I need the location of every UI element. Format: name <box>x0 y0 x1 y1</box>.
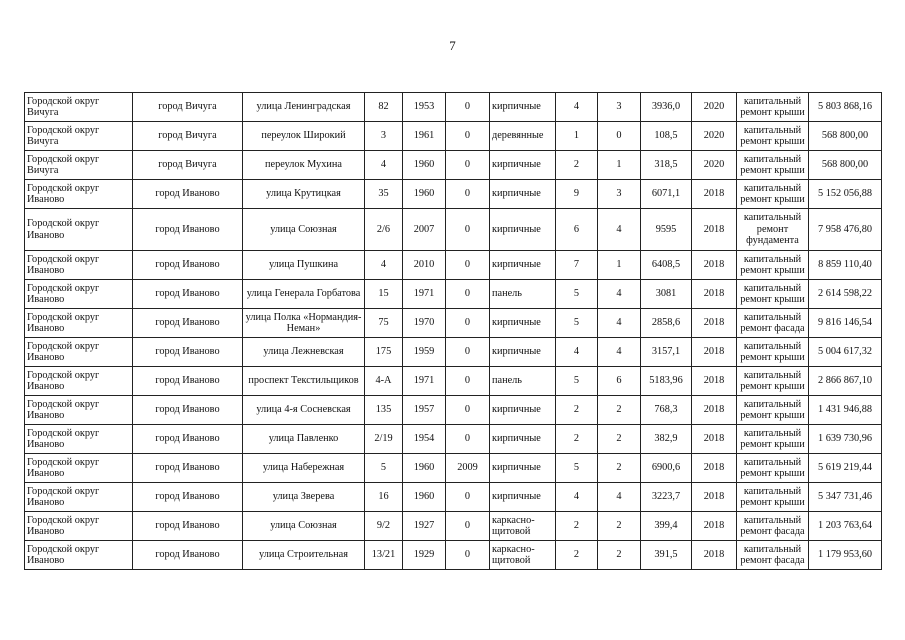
entrances-cell: 4 <box>598 483 641 512</box>
street-cell: переулок Широкий <box>243 122 365 151</box>
total-area-cell: 399,4 <box>641 512 692 541</box>
house-number-cell: 16 <box>365 483 403 512</box>
work-type-cell: капитальный ремонт крыши <box>737 396 809 425</box>
entrances-cell: 2 <box>598 425 641 454</box>
floors-cell: 2 <box>556 512 598 541</box>
wall-material-cell: панель <box>490 280 556 309</box>
total-area-cell: 768,3 <box>641 396 692 425</box>
table-row <box>25 396 882 425</box>
settlement-cell: город Вичуга <box>133 122 243 151</box>
total-area-cell: 3081 <box>641 280 692 309</box>
wall-material-cell: кирпичные <box>490 425 556 454</box>
house-number-cell: 175 <box>365 338 403 367</box>
municipality-cell: Городской округ Иваново <box>25 209 133 251</box>
street-cell: улица Пушкина <box>243 251 365 280</box>
house-number-cell: 4-А <box>365 367 403 396</box>
settlement-cell: город Иваново <box>133 512 243 541</box>
reconstruction-year-cell: 0 <box>446 280 490 309</box>
street-cell: переулок Мухина <box>243 151 365 180</box>
total-area-cell: 391,5 <box>641 541 692 570</box>
work-type-cell: капитальный ремонт крыши <box>737 151 809 180</box>
plan-year-cell: 2020 <box>692 151 737 180</box>
plan-year-cell: 2018 <box>692 280 737 309</box>
plan-year-cell: 2018 <box>692 367 737 396</box>
plan-year-cell: 2018 <box>692 251 737 280</box>
settlement-cell: город Иваново <box>133 541 243 570</box>
cost-cell: 1 431 946,88 <box>809 396 882 425</box>
plan-year-cell: 2018 <box>692 541 737 570</box>
floors-cell: 5 <box>556 280 598 309</box>
build-year-cell: 1957 <box>403 396 446 425</box>
street-cell: проспект Текстильщиков <box>243 367 365 396</box>
reconstruction-year-cell: 0 <box>446 483 490 512</box>
street-cell: улица Генерала Горбатова <box>243 280 365 309</box>
total-area-cell: 6900,6 <box>641 454 692 483</box>
wall-material-cell: кирпичные <box>490 251 556 280</box>
table-row <box>25 338 882 367</box>
work-type-cell: капитальный ремонт крыши <box>737 251 809 280</box>
cost-cell: 1 203 763,64 <box>809 512 882 541</box>
plan-year-cell: 2018 <box>692 309 737 338</box>
housing-repair-table <box>24 92 882 570</box>
cost-cell: 2 866 867,10 <box>809 367 882 396</box>
floors-cell: 1 <box>556 122 598 151</box>
wall-material-cell: каркасно-щитовой <box>490 512 556 541</box>
settlement-cell: город Иваново <box>133 309 243 338</box>
settlement-cell: город Иваново <box>133 396 243 425</box>
house-number-cell: 4 <box>365 251 403 280</box>
reconstruction-year-cell: 0 <box>446 367 490 396</box>
total-area-cell: 3936,0 <box>641 93 692 122</box>
house-number-cell: 2/19 <box>365 425 403 454</box>
municipality-cell: Городской округ Иваново <box>25 367 133 396</box>
table-row <box>25 425 882 454</box>
build-year-cell: 1929 <box>403 541 446 570</box>
municipality-cell: Городской округ Вичуга <box>25 93 133 122</box>
work-type-cell: капитальный ремонт крыши <box>737 367 809 396</box>
page-number: 7 <box>449 38 456 53</box>
municipality-cell: Городской округ Иваново <box>25 251 133 280</box>
entrances-cell: 3 <box>598 93 641 122</box>
municipality-cell: Городской округ Иваново <box>25 309 133 338</box>
entrances-cell: 6 <box>598 367 641 396</box>
street-cell: улица Зверева <box>243 483 365 512</box>
entrances-cell: 4 <box>598 209 641 251</box>
total-area-cell: 6071,1 <box>641 180 692 209</box>
reconstruction-year-cell: 0 <box>446 93 490 122</box>
house-number-cell: 4 <box>365 151 403 180</box>
street-cell: улица Павленко <box>243 425 365 454</box>
floors-cell: 6 <box>556 209 598 251</box>
entrances-cell: 4 <box>598 309 641 338</box>
floors-cell: 4 <box>556 338 598 367</box>
reconstruction-year-cell: 0 <box>446 209 490 251</box>
reconstruction-year-cell: 0 <box>446 338 490 367</box>
house-number-cell: 135 <box>365 396 403 425</box>
table-row <box>25 122 882 151</box>
wall-material-cell: каркасно-щитовой <box>490 541 556 570</box>
table-row <box>25 367 882 396</box>
entrances-cell: 2 <box>598 454 641 483</box>
build-year-cell: 1954 <box>403 425 446 454</box>
reconstruction-year-cell: 0 <box>446 425 490 454</box>
reconstruction-year-cell: 0 <box>446 309 490 338</box>
entrances-cell: 1 <box>598 251 641 280</box>
reconstruction-year-cell: 0 <box>446 396 490 425</box>
work-type-cell: капитальный ремонт фундамента <box>737 209 809 251</box>
plan-year-cell: 2018 <box>692 180 737 209</box>
floors-cell: 5 <box>556 367 598 396</box>
house-number-cell: 15 <box>365 280 403 309</box>
house-number-cell: 2/6 <box>365 209 403 251</box>
floors-cell: 2 <box>556 151 598 180</box>
street-cell: улица Набережная <box>243 454 365 483</box>
table-row <box>25 151 882 180</box>
cost-cell: 568 800,00 <box>809 151 882 180</box>
plan-year-cell: 2018 <box>692 512 737 541</box>
settlement-cell: город Вичуга <box>133 151 243 180</box>
wall-material-cell: кирпичные <box>490 93 556 122</box>
entrances-cell: 2 <box>598 541 641 570</box>
municipality-cell: Городской округ Иваново <box>25 280 133 309</box>
wall-material-cell: кирпичные <box>490 483 556 512</box>
settlement-cell: город Иваново <box>133 251 243 280</box>
floors-cell: 4 <box>556 483 598 512</box>
wall-material-cell: кирпичные <box>490 309 556 338</box>
house-number-cell: 75 <box>365 309 403 338</box>
table-row <box>25 251 882 280</box>
work-type-cell: капитальный ремонт крыши <box>737 93 809 122</box>
floors-cell: 5 <box>556 309 598 338</box>
municipality-cell: Городской округ Иваново <box>25 512 133 541</box>
settlement-cell: город Вичуга <box>133 93 243 122</box>
plan-year-cell: 2018 <box>692 483 737 512</box>
house-number-cell: 3 <box>365 122 403 151</box>
settlement-cell: город Иваново <box>133 483 243 512</box>
floors-cell: 7 <box>556 251 598 280</box>
floors-cell: 2 <box>556 541 598 570</box>
work-type-cell: капитальный ремонт крыши <box>737 180 809 209</box>
entrances-cell: 4 <box>598 338 641 367</box>
municipality-cell: Городской округ Иваново <box>25 454 133 483</box>
street-cell: улица Союзная <box>243 209 365 251</box>
floors-cell: 2 <box>556 396 598 425</box>
entrances-cell: 2 <box>598 396 641 425</box>
cost-cell: 8 859 110,40 <box>809 251 882 280</box>
house-number-cell: 9/2 <box>365 512 403 541</box>
municipality-cell: Городской округ Иваново <box>25 338 133 367</box>
work-type-cell: капитальный ремонт крыши <box>737 425 809 454</box>
wall-material-cell: кирпичные <box>490 151 556 180</box>
house-number-cell: 82 <box>365 93 403 122</box>
wall-material-cell: кирпичные <box>490 454 556 483</box>
build-year-cell: 1959 <box>403 338 446 367</box>
house-number-cell: 13/21 <box>365 541 403 570</box>
total-area-cell: 318,5 <box>641 151 692 180</box>
street-cell: улица Лежневская <box>243 338 365 367</box>
table-row <box>25 512 882 541</box>
house-number-cell: 5 <box>365 454 403 483</box>
work-type-cell: капитальный ремонт крыши <box>737 280 809 309</box>
settlement-cell: город Иваново <box>133 425 243 454</box>
build-year-cell: 1970 <box>403 309 446 338</box>
entrances-cell: 3 <box>598 180 641 209</box>
street-cell: улица Ленинградская <box>243 93 365 122</box>
build-year-cell: 1953 <box>403 93 446 122</box>
municipality-cell: Городской округ Вичуга <box>25 151 133 180</box>
total-area-cell: 108,5 <box>641 122 692 151</box>
cost-cell: 568 800,00 <box>809 122 882 151</box>
total-area-cell: 9595 <box>641 209 692 251</box>
total-area-cell: 3157,1 <box>641 338 692 367</box>
build-year-cell: 1960 <box>403 151 446 180</box>
total-area-cell: 6408,5 <box>641 251 692 280</box>
plan-year-cell: 2018 <box>692 454 737 483</box>
entrances-cell: 0 <box>598 122 641 151</box>
work-type-cell: капитальный ремонт фасада <box>737 309 809 338</box>
cost-cell: 9 816 146,54 <box>809 309 882 338</box>
floors-cell: 9 <box>556 180 598 209</box>
build-year-cell: 1960 <box>403 180 446 209</box>
work-type-cell: капитальный ремонт фасада <box>737 512 809 541</box>
wall-material-cell: панель <box>490 367 556 396</box>
plan-year-cell: 2020 <box>692 122 737 151</box>
entrances-cell: 2 <box>598 512 641 541</box>
entrances-cell: 4 <box>598 280 641 309</box>
build-year-cell: 1927 <box>403 512 446 541</box>
reconstruction-year-cell: 0 <box>446 512 490 541</box>
municipality-cell: Городской округ Иваново <box>25 483 133 512</box>
table-row <box>25 280 882 309</box>
settlement-cell: город Иваново <box>133 280 243 309</box>
cost-cell: 5 152 056,88 <box>809 180 882 209</box>
street-cell: улица 4-я Сосневская <box>243 396 365 425</box>
work-type-cell: капитальный ремонт фасада <box>737 541 809 570</box>
municipality-cell: Городской округ Иваново <box>25 541 133 570</box>
floors-cell: 5 <box>556 454 598 483</box>
street-cell: улица Строительная <box>243 541 365 570</box>
cost-cell: 5 619 219,44 <box>809 454 882 483</box>
settlement-cell: город Иваново <box>133 180 243 209</box>
cost-cell: 5 004 617,32 <box>809 338 882 367</box>
settlement-cell: город Иваново <box>133 338 243 367</box>
street-cell: улица Крутицкая <box>243 180 365 209</box>
build-year-cell: 2010 <box>403 251 446 280</box>
plan-year-cell: 2018 <box>692 338 737 367</box>
cost-cell: 1 639 730,96 <box>809 425 882 454</box>
wall-material-cell: кирпичные <box>490 396 556 425</box>
table-row <box>25 309 882 338</box>
total-area-cell: 3223,7 <box>641 483 692 512</box>
build-year-cell: 1961 <box>403 122 446 151</box>
table-row <box>25 483 882 512</box>
municipality-cell: Городской округ Иваново <box>25 180 133 209</box>
total-area-cell: 2858,6 <box>641 309 692 338</box>
wall-material-cell: деревянные <box>490 122 556 151</box>
municipality-cell: Городской округ Вичуга <box>25 122 133 151</box>
build-year-cell: 1960 <box>403 454 446 483</box>
entrances-cell: 1 <box>598 151 641 180</box>
total-area-cell: 382,9 <box>641 425 692 454</box>
table-row <box>25 209 882 251</box>
cost-cell: 5 803 868,16 <box>809 93 882 122</box>
work-type-cell: капитальный ремонт крыши <box>737 122 809 151</box>
table-row <box>25 180 882 209</box>
plan-year-cell: 2018 <box>692 425 737 454</box>
floors-cell: 2 <box>556 425 598 454</box>
reconstruction-year-cell: 0 <box>446 151 490 180</box>
reconstruction-year-cell: 2009 <box>446 454 490 483</box>
table-row <box>25 454 882 483</box>
settlement-cell: город Иваново <box>133 209 243 251</box>
settlement-cell: город Иваново <box>133 454 243 483</box>
street-cell: улица Полка «Нормандия-Неман» <box>243 309 365 338</box>
reconstruction-year-cell: 0 <box>446 251 490 280</box>
work-type-cell: капитальный ремонт крыши <box>737 454 809 483</box>
street-cell: улица Союзная <box>243 512 365 541</box>
table-row <box>25 541 882 570</box>
plan-year-cell: 2018 <box>692 396 737 425</box>
work-type-cell: капитальный ремонт крыши <box>737 338 809 367</box>
house-number-cell: 35 <box>365 180 403 209</box>
cost-cell: 2 614 598,22 <box>809 280 882 309</box>
build-year-cell: 2007 <box>403 209 446 251</box>
wall-material-cell: кирпичные <box>490 338 556 367</box>
build-year-cell: 1971 <box>403 367 446 396</box>
table-row <box>25 93 882 122</box>
cost-cell: 1 179 953,60 <box>809 541 882 570</box>
total-area-cell: 5183,96 <box>641 367 692 396</box>
build-year-cell: 1960 <box>403 483 446 512</box>
plan-year-cell: 2020 <box>692 93 737 122</box>
cost-cell: 5 347 731,46 <box>809 483 882 512</box>
municipality-cell: Городской округ Иваново <box>25 425 133 454</box>
wall-material-cell: кирпичные <box>490 180 556 209</box>
floors-cell: 4 <box>556 93 598 122</box>
cost-cell: 7 958 476,80 <box>809 209 882 251</box>
municipality-cell: Городской округ Иваново <box>25 396 133 425</box>
wall-material-cell: кирпичные <box>490 209 556 251</box>
reconstruction-year-cell: 0 <box>446 541 490 570</box>
build-year-cell: 1971 <box>403 280 446 309</box>
plan-year-cell: 2018 <box>692 209 737 251</box>
settlement-cell: город Иваново <box>133 367 243 396</box>
work-type-cell: капитальный ремонт крыши <box>737 483 809 512</box>
reconstruction-year-cell: 0 <box>446 180 490 209</box>
reconstruction-year-cell: 0 <box>446 122 490 151</box>
